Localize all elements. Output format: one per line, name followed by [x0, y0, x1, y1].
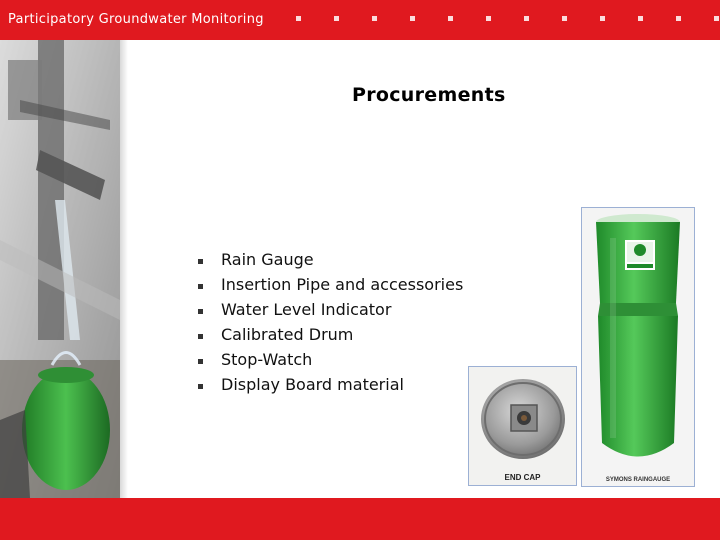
list-item-label: Stop-Watch [221, 350, 313, 369]
decorative-dot [486, 16, 491, 21]
square-bullet-icon [198, 384, 203, 389]
header-title: Participatory Groundwater Monitoring [8, 12, 264, 27]
rain-gauge-photo [581, 207, 695, 487]
square-bullet-icon [198, 259, 203, 264]
rain-gauge-caption: SYMONS RAINGAUGE [605, 477, 671, 483]
end-cap-photo [468, 366, 577, 486]
decorative-dot [562, 16, 567, 21]
decorative-dot [600, 16, 605, 21]
decorative-dot [714, 16, 719, 21]
footer-bar [0, 498, 720, 540]
decorative-dot [410, 16, 415, 21]
handpump-photo [0, 40, 120, 498]
decorative-dot [372, 16, 377, 21]
header-bar [0, 0, 720, 40]
list-item-label: Calibrated Drum [221, 325, 354, 344]
list-item-label: Insertion Pipe and accessories [221, 275, 464, 294]
decorative-dot [524, 16, 529, 21]
square-bullet-icon [198, 309, 203, 314]
square-bullet-icon [198, 359, 203, 364]
square-bullet-icon [198, 284, 203, 289]
list-item-label: Water Level Indicator [221, 300, 392, 319]
list-item-label: Rain Gauge [221, 250, 314, 269]
decorative-dot [296, 16, 301, 21]
decorative-dot [676, 16, 681, 21]
end-cap-caption: END CAP [504, 473, 541, 482]
decorative-dot [448, 16, 453, 21]
decorative-dot [638, 16, 643, 21]
list-item-label: Display Board material [221, 375, 404, 394]
page-title: Procurements [352, 84, 506, 106]
decorative-dot [334, 16, 339, 21]
square-bullet-icon [198, 334, 203, 339]
